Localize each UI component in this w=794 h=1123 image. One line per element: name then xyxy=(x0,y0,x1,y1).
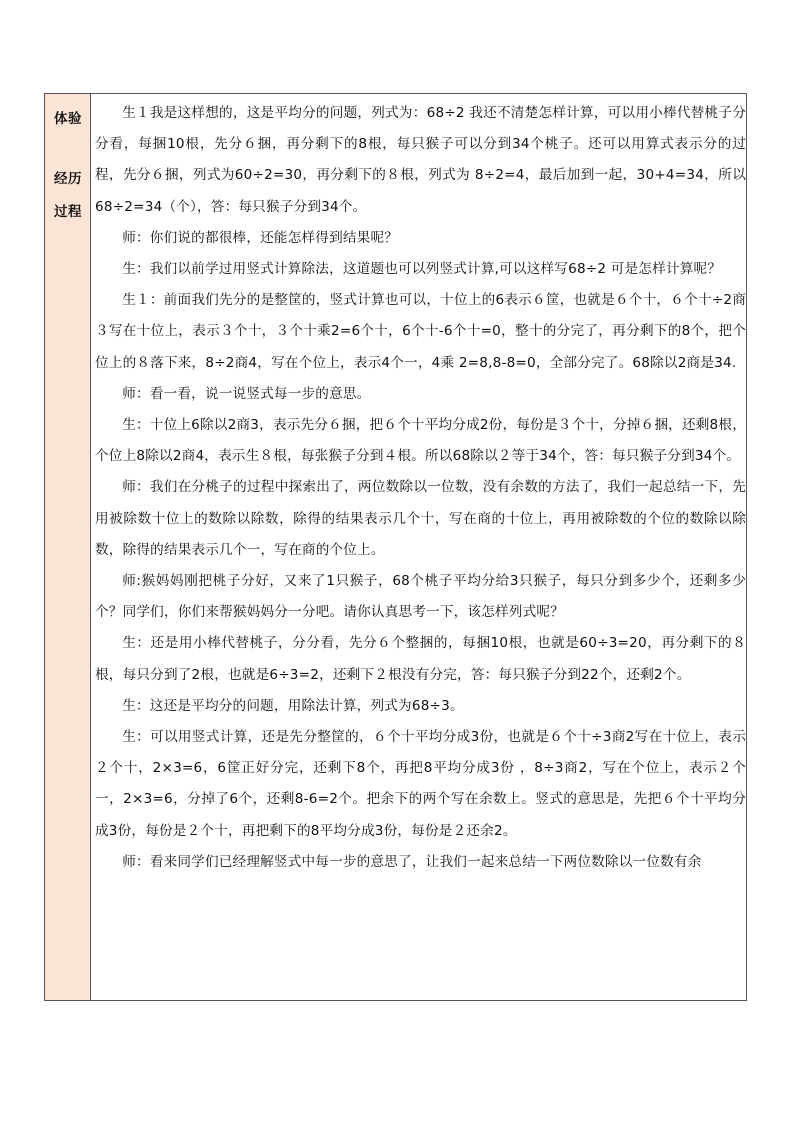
stage-label-line-3: 过程 xyxy=(54,204,82,220)
paragraph: 师：我们在分桃子的过程中探索出了，两位数除以一位数，没有余数的方法了，我们一起总结一下，先用被除数十位上的数除以除数，除得的结果表示几个十，写在商的十位上，再用被除数的个位的数除以除数，除得的结果表示几个一，写在商的个位上。 xyxy=(95,479,746,558)
paragraph: 生：这还是平均分的问题，用除法计算，列式为68÷3。 xyxy=(122,697,464,714)
lesson-table xyxy=(44,93,747,1001)
paragraph: 师：你们说的都很棒，还能怎样得到结果呢？ xyxy=(122,229,399,246)
paragraph: 师：看来同学们已经理解竖式中每一步的意思了，让我们一起来总结一下两位数除以一位数有余 xyxy=(122,853,702,870)
paragraph: 生：可以用竖式计算，还是先分整筐的，６个十平均分成3份，也就是６个十÷3商2写在十位上，表示２个十，2×3=6，6筐正好分完，还剩下8个，再把8平均分成3份 ，8÷3商2，写在个位上，表示２个一，2×3=6，分掉了6个，还剩8-6=2个。把余下的两个写在余数上。竖式的意思是，先把６个十平均分成3份，每份是２个十，再把剩下的8平均分成3份，每份是２还余2。 xyxy=(95,729,746,839)
stage-label-line-1: 体验 xyxy=(54,111,82,127)
paragraph: 生：十位上6除以2商3，表示先分６捆，把６个十平均分成2份，每份是３个十，分掉６捆，还剩8根，个位上8除以2商4，表示生８根，每张猴子分到４根。所以68除以２等于34个，答：每只猴子分到34个。 xyxy=(95,417,746,465)
paragraph: 师:猴妈妈刚把桃子分好，又来了1只猴子，68个桃子平均分给3只猴子，每只分到多少个，还剩多少个？同学们，你们来帮猴妈妈分一分吧。请你认真思考一下，该怎样列式呢？ xyxy=(95,573,746,621)
stage-label-cell xyxy=(45,94,91,1000)
lesson-content-cell xyxy=(91,94,746,1000)
paragraph: 生：还是用小棒代替桃子，分分看，先分６个整捆的，每捆10根，也就是60÷3=20，再分剩下的８根，每只分到了2根，也就是6÷3=2，还剩下２根没有分完，答：每只猴子分到22个，还剩2个。 xyxy=(95,635,746,683)
paragraph: 师：看一看，说一说竖式每一步的意思。 xyxy=(122,385,371,402)
paragraph: 生１我是这样想的，这是平均分的问题，列式为：68÷2 我还不清楚怎样计算，可以用小棒代替桃子分分看，每捆10根，先分６捆，再分剩下的8根，每只猴子可以分到34个桃子。还可以用算式表示分的过程，先分６捆，列式为60÷2=30，再分剩下的８根，列式为 8÷2=4，最后加到一起，30+4=34，所以 68÷2=34（个），答：每只猴子分到34个。 xyxy=(95,105,746,215)
paragraph: 生：我们以前学过用竖式计算除法，这道题也可以列竖式计算,可以这样写68÷2 可是怎样计算呢？ xyxy=(122,261,722,278)
paragraph: 生１：前面我们先分的是整筐的，竖式计算也可以，十位上的6表示６筐，也就是６个十，６个十÷2商３写在十位上，表示３个十，３个十乘2=6个十，6个十-6个十=0，整十的分完了，再分剩下的8个，把个位上的８落下来，8÷2商4，写在个位上，表示4个一，4乘 2=8,8-8=0，全部分完了。68除以2商是34. xyxy=(95,292,746,371)
stage-label-line-2: 经历 xyxy=(54,171,82,187)
